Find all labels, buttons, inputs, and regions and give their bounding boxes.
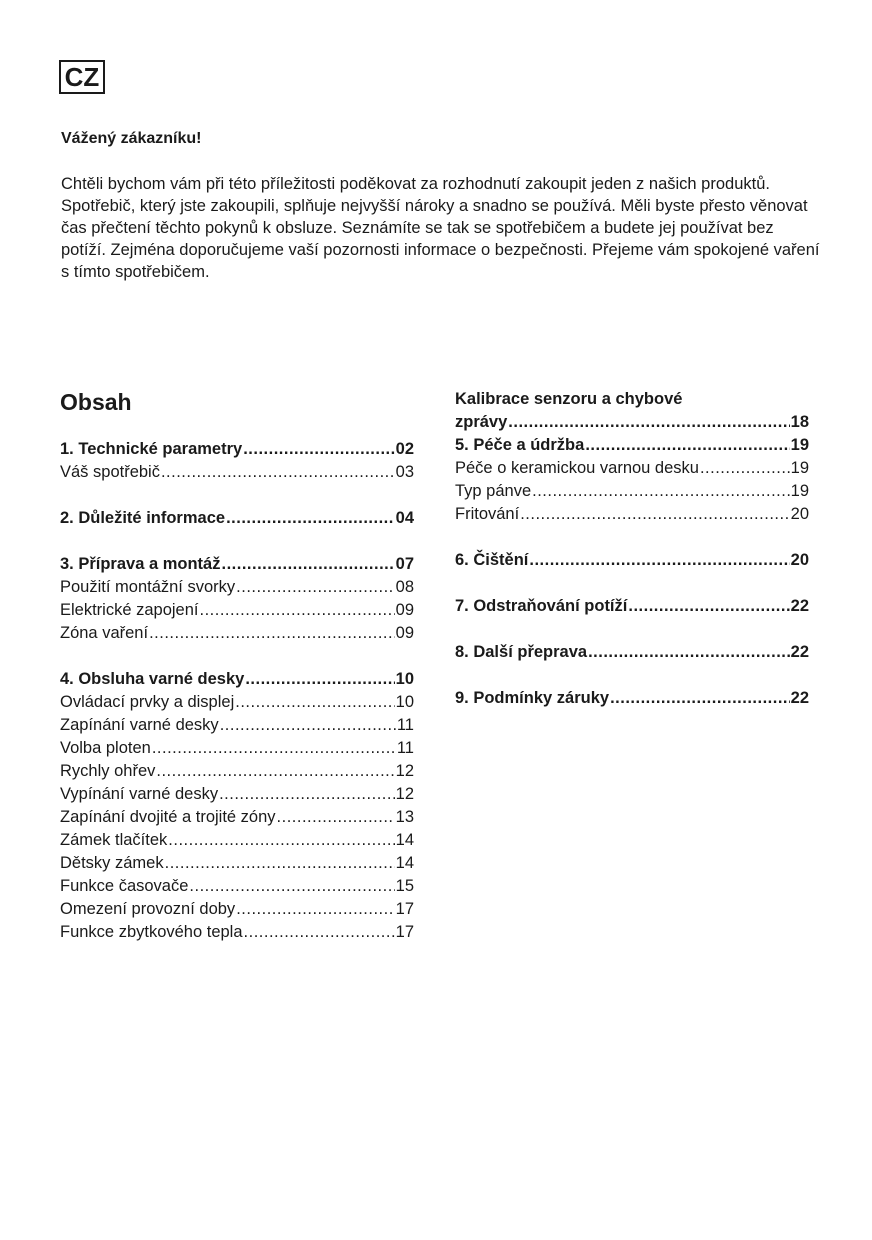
toc-entry[interactable]	[455, 505, 809, 528]
toc-entry-label: Zámek tlačítek	[60, 831, 168, 849]
toc-dot-leader	[277, 808, 395, 827]
toc-dot-leader	[221, 555, 394, 574]
toc-dot-leader	[219, 785, 395, 804]
toc-dot-leader	[529, 551, 789, 570]
toc-entry[interactable]	[60, 509, 414, 532]
toc-entry[interactable]	[455, 643, 809, 666]
toc-dot-leader	[200, 601, 395, 620]
toc-entry-label: Zapínání dvojité a trojité zóny	[60, 808, 276, 826]
toc-entry[interactable]	[455, 436, 809, 459]
toc-entry-label: 9. Podmínky záruky	[455, 689, 610, 707]
toc-entry[interactable]	[60, 716, 414, 739]
toc-entry-page: 14	[395, 854, 414, 872]
toc-dot-leader	[226, 509, 395, 528]
toc-entry[interactable]	[60, 854, 414, 877]
toc-entry-label: 1. Technické parametry	[60, 440, 243, 458]
toc-entry-label: Kalibrace senzoru a chybové	[455, 390, 683, 408]
toc-dot-leader	[243, 440, 394, 459]
toc-dot-leader	[585, 436, 789, 455]
toc-entry[interactable]	[60, 601, 414, 624]
toc-entry[interactable]	[455, 459, 809, 482]
toc-dot-leader	[588, 643, 790, 662]
toc-entry-label: zprávy	[455, 413, 508, 431]
toc-entry-page: 03	[395, 463, 414, 481]
toc-title: Obsah	[60, 389, 132, 415]
toc-entry-page: 09	[395, 624, 414, 642]
toc-entry-page: 13	[395, 808, 414, 826]
toc-entry[interactable]	[60, 762, 414, 785]
toc-entry-page: 04	[395, 509, 414, 527]
toc-entry-page: 07	[395, 555, 414, 573]
toc-dot-leader	[152, 739, 396, 758]
intro-paragraph: Chtěli bychom vám při této příležitosti poděkovat za rozhodnutí zakoupit jeden z našich produktů. Spotřebič, který jste zakoupili, splňuje nejvyšší nároky a snadno se používá. Měli byste přesto věnovat čas přečtení těchto pokynů k obsluze. Seznámíte se tak se spotřebičem a budete jej používat bez potíží. Zejména doporučujeme vaší pozornosti informace o bezpečnosti. Přejeme vám spokojené vaření s tímto spotřebičem.	[61, 175, 820, 281]
toc-entry-page: 11	[396, 716, 414, 734]
toc-entry-page: 10	[395, 693, 414, 711]
toc-entry-label: Volba ploten	[60, 739, 151, 757]
toc-entry-page: 22	[790, 643, 809, 661]
toc-entry[interactable]	[60, 463, 414, 486]
toc-entry[interactable]	[60, 900, 414, 923]
toc-dot-leader	[700, 459, 790, 478]
toc-dot-leader	[628, 597, 789, 616]
toc-entry-label: Typ pánve	[455, 482, 532, 500]
toc-dot-leader	[236, 578, 394, 597]
toc-entry-page: 08	[395, 578, 414, 596]
toc-entry-label: Zapínání varné desky	[60, 716, 219, 734]
toc-entry[interactable]	[455, 551, 809, 574]
toc-entry[interactable]	[60, 739, 414, 762]
toc-entry-page: 17	[395, 923, 414, 941]
toc-entry[interactable]	[60, 877, 414, 900]
toc-entry-label: 7. Odstraňování potíží	[455, 597, 628, 615]
toc-entry-page: 12	[395, 785, 414, 803]
toc-entry-page: 22	[790, 597, 809, 615]
toc-dot-leader	[161, 463, 395, 482]
language-badge: CZ	[59, 60, 105, 94]
toc-entry-page: 18	[790, 413, 809, 431]
toc-entry-label: 4. Obsluha varné desky	[60, 670, 245, 688]
toc-entry[interactable]	[60, 831, 414, 854]
toc-left-column	[60, 440, 414, 946]
toc-entry-page: 10	[395, 670, 414, 688]
toc-entry-label: Rychly ohřev	[60, 762, 156, 780]
toc-entry-page: 09	[395, 601, 414, 619]
toc-entry[interactable]	[455, 482, 809, 505]
toc-dot-leader	[189, 877, 394, 896]
toc-entry-page: 11	[396, 739, 414, 757]
toc-entry-page: 19	[790, 482, 809, 500]
toc-entry-page: 19	[790, 459, 809, 477]
toc-dot-leader	[610, 689, 790, 708]
toc-dot-leader	[168, 831, 394, 850]
toc-dot-leader	[245, 670, 394, 689]
toc-entry-label: Váš spotřebič	[60, 463, 160, 481]
toc-entry[interactable]	[60, 923, 414, 946]
toc-entry-page: 20	[790, 505, 809, 523]
toc-entry-page: 17	[395, 900, 414, 918]
toc-dot-leader	[236, 900, 394, 919]
toc-dot-leader	[235, 693, 394, 712]
toc-entry-label: Elektrické zapojení	[60, 601, 199, 619]
toc-entry-label: Funkce časovače	[60, 877, 189, 895]
toc-entry-page: 12	[395, 762, 414, 780]
toc-right-column	[455, 390, 809, 712]
toc-entry[interactable]	[60, 624, 414, 647]
toc-entry-label: 2. Důležité informace	[60, 509, 226, 527]
toc-dot-leader	[244, 923, 395, 942]
toc-entry[interactable]	[455, 689, 809, 712]
toc-dot-leader	[508, 413, 789, 432]
toc-entry[interactable]	[60, 578, 414, 601]
toc-entry-page: 15	[395, 877, 414, 895]
toc-dot-leader	[149, 624, 395, 643]
toc-entry-label: Vypínání varné desky	[60, 785, 219, 803]
toc-entry[interactable]	[455, 390, 809, 413]
toc-dot-leader	[532, 482, 790, 501]
toc-entry[interactable]	[60, 555, 414, 578]
toc-dot-leader	[165, 854, 395, 873]
greeting-heading: Vážený zákazníku!	[61, 130, 202, 147]
toc-entry-page: 02	[395, 440, 414, 458]
toc-entry[interactable]	[60, 693, 414, 716]
toc-entry-label: 3. Příprava a montáž	[60, 555, 221, 573]
toc-entry-label: Fritování	[455, 505, 520, 523]
toc-dot-leader	[220, 716, 396, 735]
toc-entry-label: 5. Péče a údržba	[455, 436, 585, 454]
toc-entry-label: Ovládací prvky a displej	[60, 693, 235, 711]
toc-entry-label: Funkce zbytkového tepla	[60, 923, 243, 941]
toc-entry[interactable]	[60, 808, 414, 831]
toc-entry-label: Omezení provozní doby	[60, 900, 236, 918]
toc-dot-leader	[156, 762, 394, 781]
toc-entry-page: 20	[790, 551, 809, 569]
toc-entry-page: 22	[790, 689, 809, 707]
toc-entry-page: 19	[790, 436, 809, 454]
toc-entry-label: 8. Další přeprava	[455, 643, 588, 661]
toc-dot-leader	[520, 505, 789, 524]
toc-entry-label: Zóna vaření	[60, 624, 149, 642]
toc-entry-label: Péče o keramickou varnou desku	[455, 459, 699, 477]
toc-entry[interactable]	[60, 670, 414, 693]
toc-entry-label: Použití montážní svorky	[60, 578, 236, 596]
toc-entry[interactable]	[455, 597, 809, 620]
toc-entry[interactable]	[60, 785, 414, 808]
toc-entry-label: Dětsky zámek	[60, 854, 164, 872]
toc-entry-page: 14	[395, 831, 414, 849]
toc-entry-label: 6. Čištění	[455, 551, 529, 569]
toc-entry[interactable]	[455, 413, 809, 436]
toc-entry[interactable]	[60, 440, 414, 463]
